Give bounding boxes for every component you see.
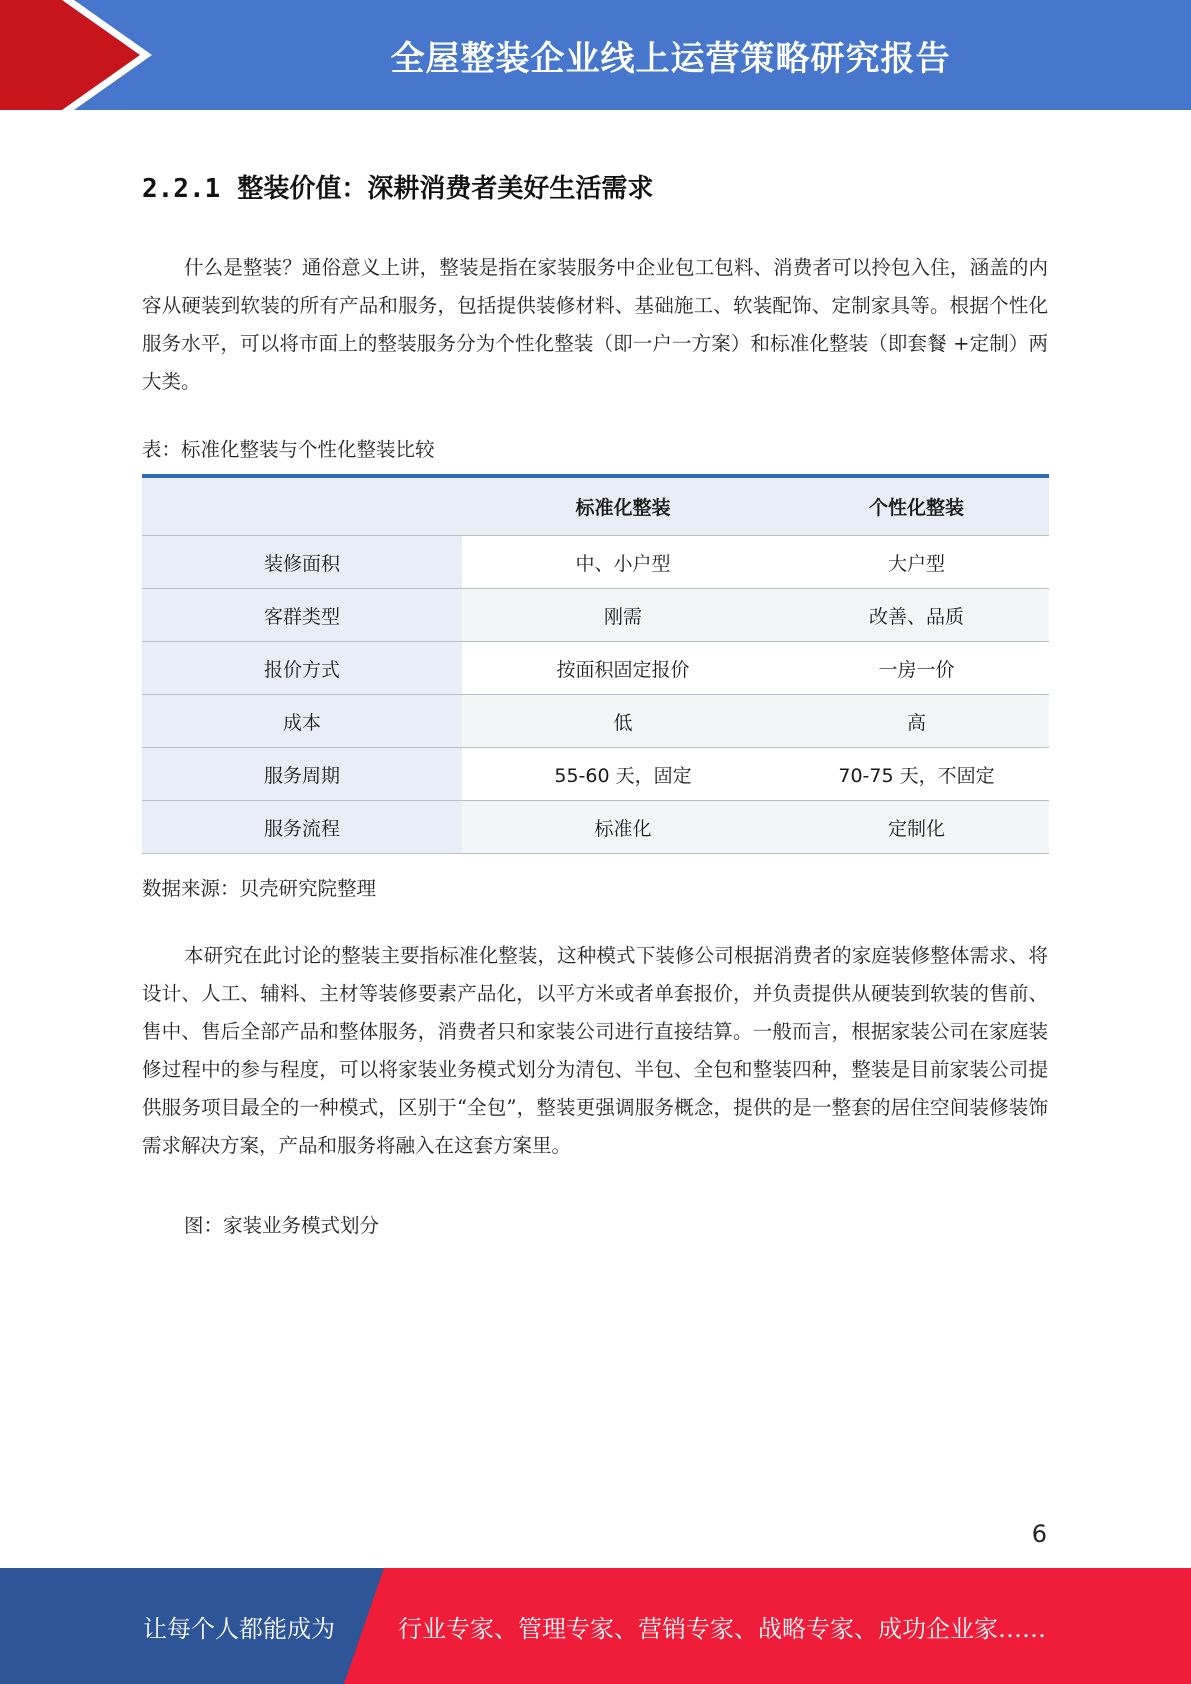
header-arrow-icon [0,0,160,110]
row-label: 装修面积 [142,536,462,589]
table-header-cell: 标准化整装 [462,476,784,536]
row-label: 服务周期 [142,748,462,801]
standard-value: 刚需 [462,589,784,642]
row-label: 报价方式 [142,642,462,695]
table-row [142,642,1049,695]
section-number: 2.2.1 [142,174,221,204]
table-header-row [142,476,1049,536]
intro-paragraph: 什么是整装？通俗意义上讲，整装是指在家装服务中企业包工包料、消费者可以拎包入住，涵盖的内容从硬装到软装的所有产品和服务，包括提供装修材料、基础施工、软装配饰、定制家具等。根据个性化服务水平，可以将市面上的整装服务分为个性化整装（即一户一方案）和标准化整装（即套餐 +定制）两大类。 [142,256,1048,393]
custom-value: 高 [784,695,1049,748]
table-source-note: 数据来源：贝壳研究院整理 [142,877,377,900]
body-paragraph: 本研究在此讨论的整装主要指标准化整装，这种模式下装修公司根据消费者的家庭装修整体需求、将设计、人工、辅料、主材等装修要素产品化，以平方米或者单套报价，并负责提供从硬装到软装的售前、售中、售后全部产品和整体服务，消费者只和家装公司进行直接结算。一般而言，根据家装公司在家庭装修过程中的参与程度，可以将家装业务模式划分为清包、半包、全包和整装四种，整装是目前家装公司提供服务项目最全的一种模式，区别于“全包”，整装更强调服务概念，提供的是一整套的居住空间装修装饰需求解决方案，产品和服务将融入在这套方案里。 [142,944,1048,1157]
row-label: 服务流程 [142,801,462,854]
custom-value: 大户型 [784,536,1049,589]
section-heading [142,168,653,205]
table-caption: 表：标准化整装与个性化整装比较 [142,438,435,461]
comparison-table [142,474,1049,854]
table-row [142,801,1049,854]
report-title: 全屋整装企业线上运营策略研究报告 [390,38,951,79]
footer-slogan-right: 行业专家、管理专家、营销专家、战略专家、成功企业家…… [398,1614,1046,1643]
standard-value: 55-60 天，固定 [462,748,784,801]
table-row [142,748,1049,801]
custom-value: 定制化 [784,801,1049,854]
custom-value: 一房一价 [784,642,1049,695]
table-header-cell [142,476,462,536]
custom-value: 70-75 天，不固定 [784,748,1049,801]
table-row [142,695,1049,748]
footer-slogan-left: 让每个人都能成为 [143,1614,335,1643]
page-number: 6 [1031,1520,1047,1548]
figure-caption: 图：家装业务模式划分 [184,1214,380,1237]
section-title: 整装价值：深耕消费者美好生活需求 [237,174,654,204]
standard-value: 按面积固定报价 [462,642,784,695]
table-row [142,589,1049,642]
table-row [142,536,1049,589]
table-header-cell: 个性化整装 [784,476,1049,536]
standard-value: 低 [462,695,784,748]
standard-value: 中、小户型 [462,536,784,589]
page-header-banner [0,0,1191,110]
page-footer-banner [0,1568,1191,1684]
row-label: 成本 [142,695,462,748]
row-label: 客群类型 [142,589,462,642]
standard-value: 标准化 [462,801,784,854]
custom-value: 改善、品质 [784,589,1049,642]
